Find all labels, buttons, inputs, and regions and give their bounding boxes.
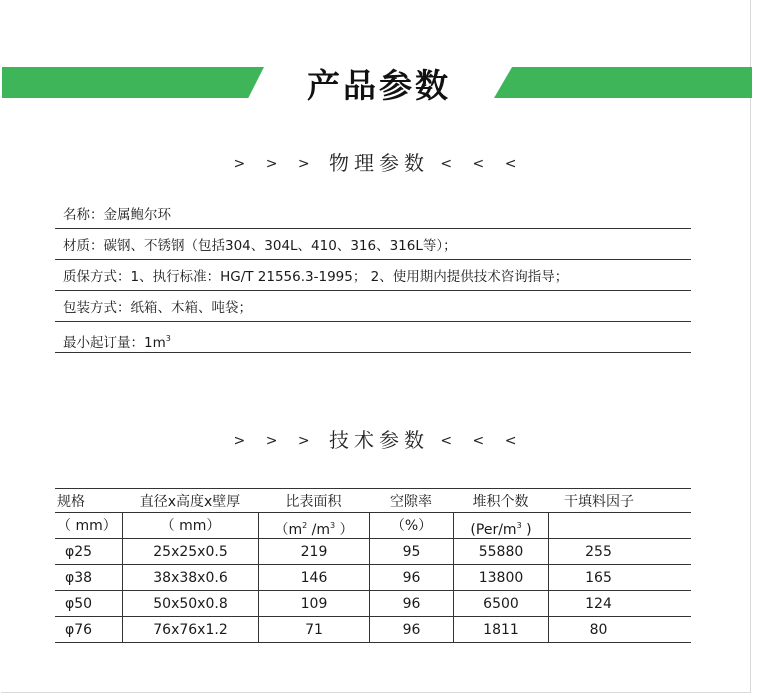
physical-title-text: 物理参数	[329, 151, 429, 175]
unit-area-b: /m	[307, 522, 330, 538]
cell-area: 146	[258, 565, 369, 590]
cell-count: 55880	[453, 539, 548, 564]
physical-section-title	[0, 147, 758, 176]
unit-dims: （ mm）	[122, 513, 258, 538]
header-spec: 规格	[57, 494, 85, 510]
arrows-right: < < <	[440, 156, 525, 172]
cell-count: 6500	[453, 591, 548, 616]
min-order-label: 最小起订量：1m	[63, 335, 166, 351]
cell-void: 95	[369, 539, 453, 564]
table-row	[55, 539, 691, 565]
header-count: 堆积个数	[472, 494, 529, 510]
cell-factor: 80	[548, 617, 648, 642]
header-factor: 干填料因子	[564, 494, 634, 510]
table-header-row	[55, 488, 691, 513]
cell-void: 96	[369, 591, 453, 616]
cell-factor: 255	[548, 539, 648, 564]
unit-count-a: (Per/m	[470, 522, 517, 538]
arrows-left: > > >	[233, 433, 318, 449]
arrows-right: < < <	[440, 433, 525, 449]
technical-title-text: 技术参数	[329, 428, 429, 452]
cell-dims: 38x38x0.6	[122, 565, 258, 590]
param-name: 名称：金属鲍尔环	[55, 201, 691, 229]
cell-spec: φ38	[65, 570, 93, 586]
cell-spec: φ50	[65, 596, 93, 612]
cell-void: 96	[369, 565, 453, 590]
unit-area-sup2: 3	[330, 521, 336, 530]
cell-spec: φ76	[65, 622, 93, 638]
unit-void: （%）	[369, 513, 453, 538]
param-min-order	[55, 325, 691, 353]
cell-area: 71	[258, 617, 369, 642]
unit-factor	[548, 513, 648, 538]
cell-factor: 165	[548, 565, 648, 590]
table-row	[55, 617, 691, 643]
header-dims: 直径x高度x壁厚	[139, 494, 241, 510]
cell-area: 109	[258, 591, 369, 616]
table-units-row	[55, 513, 691, 539]
cell-dims: 50x50x0.8	[122, 591, 258, 616]
cell-dims: 76x76x1.2	[122, 617, 258, 642]
table-row	[55, 565, 691, 591]
cell-count: 13800	[453, 565, 548, 590]
technical-table	[55, 488, 691, 643]
cell-count: 1811	[453, 617, 548, 642]
header-void: 空隙率	[390, 494, 432, 510]
header-band-left	[2, 67, 264, 98]
param-warranty: 质保方式：1、执行标准：HG/T 21556.3-1995； 2、使用期内提供技术咨询指导；	[55, 263, 691, 291]
header-band-right	[494, 67, 752, 98]
unit-spec: （ mm）	[57, 518, 117, 534]
cell-spec: φ25	[65, 544, 93, 560]
unit-count-b: )	[521, 522, 532, 538]
unit-count-sup: 3	[516, 521, 522, 530]
table-row	[55, 591, 691, 617]
param-material: 材质：碳钢、不锈钢（包括304、304L、410、316、316L等）；	[55, 232, 691, 260]
physical-params-list	[55, 201, 691, 356]
cell-factor: 124	[548, 591, 648, 616]
technical-section-title	[0, 424, 758, 453]
param-packaging: 包装方式：纸箱、木箱、吨袋；	[55, 294, 691, 322]
header-area: 比表面积	[285, 494, 342, 510]
unit-area	[258, 513, 369, 538]
unit-count	[453, 513, 548, 538]
min-order-sup: 3	[165, 334, 171, 343]
page-title: 产品参数	[307, 66, 451, 105]
cell-area: 219	[258, 539, 369, 564]
unit-area-c: ）	[335, 522, 354, 538]
unit-area-a: （m	[274, 522, 303, 538]
cell-dims: 25x25x0.5	[122, 539, 258, 564]
cell-void: 96	[369, 617, 453, 642]
unit-area-sup1: 2	[302, 521, 308, 530]
arrows-left: > > >	[233, 156, 318, 172]
